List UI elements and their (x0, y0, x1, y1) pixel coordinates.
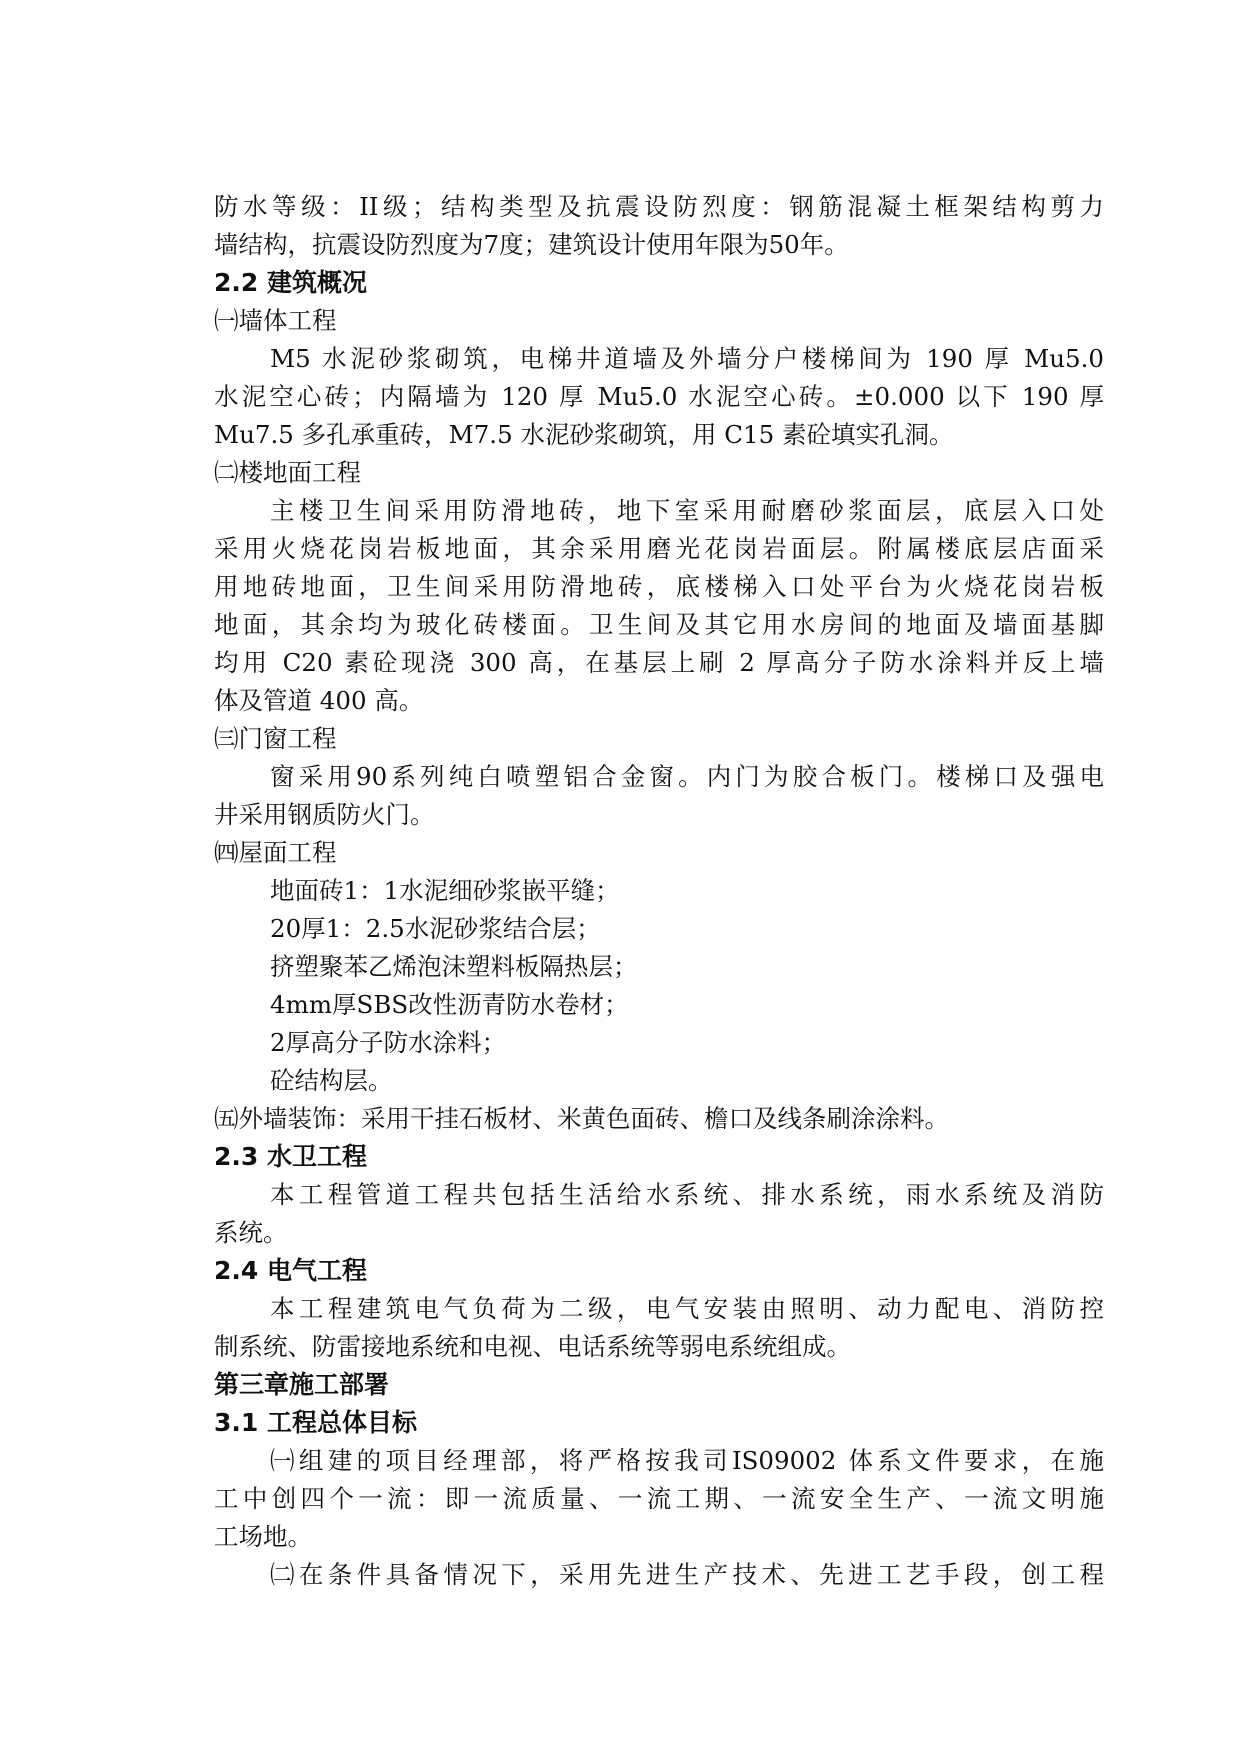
roof-layer-item: 地面砖1：1水泥细砂浆嵌平缝； (270, 876, 620, 905)
text-line: 体及管道 400 高。 (214, 686, 424, 715)
text-line: 均用 C20 素砼现浇 300 高，在基层上刷 2 厚高分子防水涂料并反上墙 (214, 648, 1104, 677)
text-line: 制系统、防雷接地系统和电视、电话系统等弱电系统组成。 (214, 1332, 851, 1361)
text-line: 采用火烧花岗岩板地面，其余采用磨光花岗岩面层。附属楼底层店面采 (214, 534, 1104, 563)
roof-layer-item: 20厚1：2.5水泥砂浆结合层； (270, 914, 601, 943)
section-heading: 2.3 水卫工程 (214, 1142, 367, 1171)
roof-layer-item: 4mm厚SBS改性沥青防水卷材； (270, 990, 629, 1019)
text-line: 井采用钢质防火门。 (214, 800, 435, 829)
text-line: 防水等级：II级；结构类型及抗震设防烈度：钢筋混凝土框架结构剪力 (214, 192, 1104, 221)
chapter-heading: 第三章施工部署 (214, 1370, 390, 1399)
text-line: 工场地。 (214, 1522, 312, 1551)
subsection-heading: ㈡楼地面工程 (214, 458, 361, 487)
text-line: 系统。 (214, 1218, 288, 1247)
text-line: ㈠组建的项目经理部，将严格按我司IS09002 体系文件要求，在施 (270, 1446, 1104, 1475)
text-line: Mu7.5 多孔承重砖，M7.5 水泥砂浆砌筑，用 C15 素砼填实孔洞。 (214, 420, 954, 449)
subsection-heading: ㈢门窗工程 (214, 724, 337, 753)
text-line: 窗采用90系列纯白喷塑铝合金窗。内门为胶合板门。楼梯口及强电 (270, 762, 1104, 791)
subsection-heading: ㈠墙体工程 (214, 306, 337, 335)
section-heading: 2.2 建筑概况 (214, 268, 367, 297)
text-line: 用地砖地面，卫生间采用防滑地砖，底楼梯入口处平台为火烧花岗岩板 (214, 572, 1104, 601)
text-line: 墙结构，抗震设防烈度为7度；建筑设计使用年限为50年。 (214, 230, 849, 259)
section-heading: 2.4 电气工程 (214, 1256, 367, 1285)
text-line: M5 水泥砂浆砌筑，电梯井道墙及外墙分户楼梯间为 190 厚 Mu5.0 (270, 344, 1104, 373)
text-line: ㈡在条件具备情况下，采用先进生产技术、先进工艺手段，创工程 (270, 1560, 1104, 1589)
roof-layer-item: 挤塑聚苯乙烯泡沫塑料板隔热层； (270, 952, 638, 981)
document-page (214, 188, 1104, 1594)
text-line: 工中创四个一流：即一流质量、一流工期、一流安全生产、一流文明施 (214, 1484, 1104, 1513)
roof-layer-item: 砼结构层。 (270, 1066, 393, 1095)
section-heading: 3.1 工程总体目标 (214, 1408, 417, 1437)
roof-layer-item: 2厚高分子防水涂料； (270, 1028, 507, 1057)
text-line: 本工程管道工程共包括生活给水系统、排水系统，雨水系统及消防 (270, 1180, 1104, 1209)
text-line: 本工程建筑电气负荷为二级，电气安装由照明、动力配电、消防控 (270, 1294, 1104, 1323)
text-line: 主楼卫生间采用防滑地砖，地下室采用耐磨砂浆面层，底层入口处 (270, 496, 1104, 525)
subsection-heading: ㈣屋面工程 (214, 838, 337, 867)
text-line: ㈤外墙装饰：采用干挂石板材、米黄色面砖、檐口及线条刷涂涂料。 (214, 1104, 949, 1133)
text-line: 水泥空心砖；内隔墙为 120 厚 Mu5.0 水泥空心砖。±0.000 以下 190 厚 (214, 382, 1104, 411)
text-line: 地面，其余均为玻化砖楼面。卫生间及其它用水房间的地面及墙面基脚 (214, 610, 1104, 639)
